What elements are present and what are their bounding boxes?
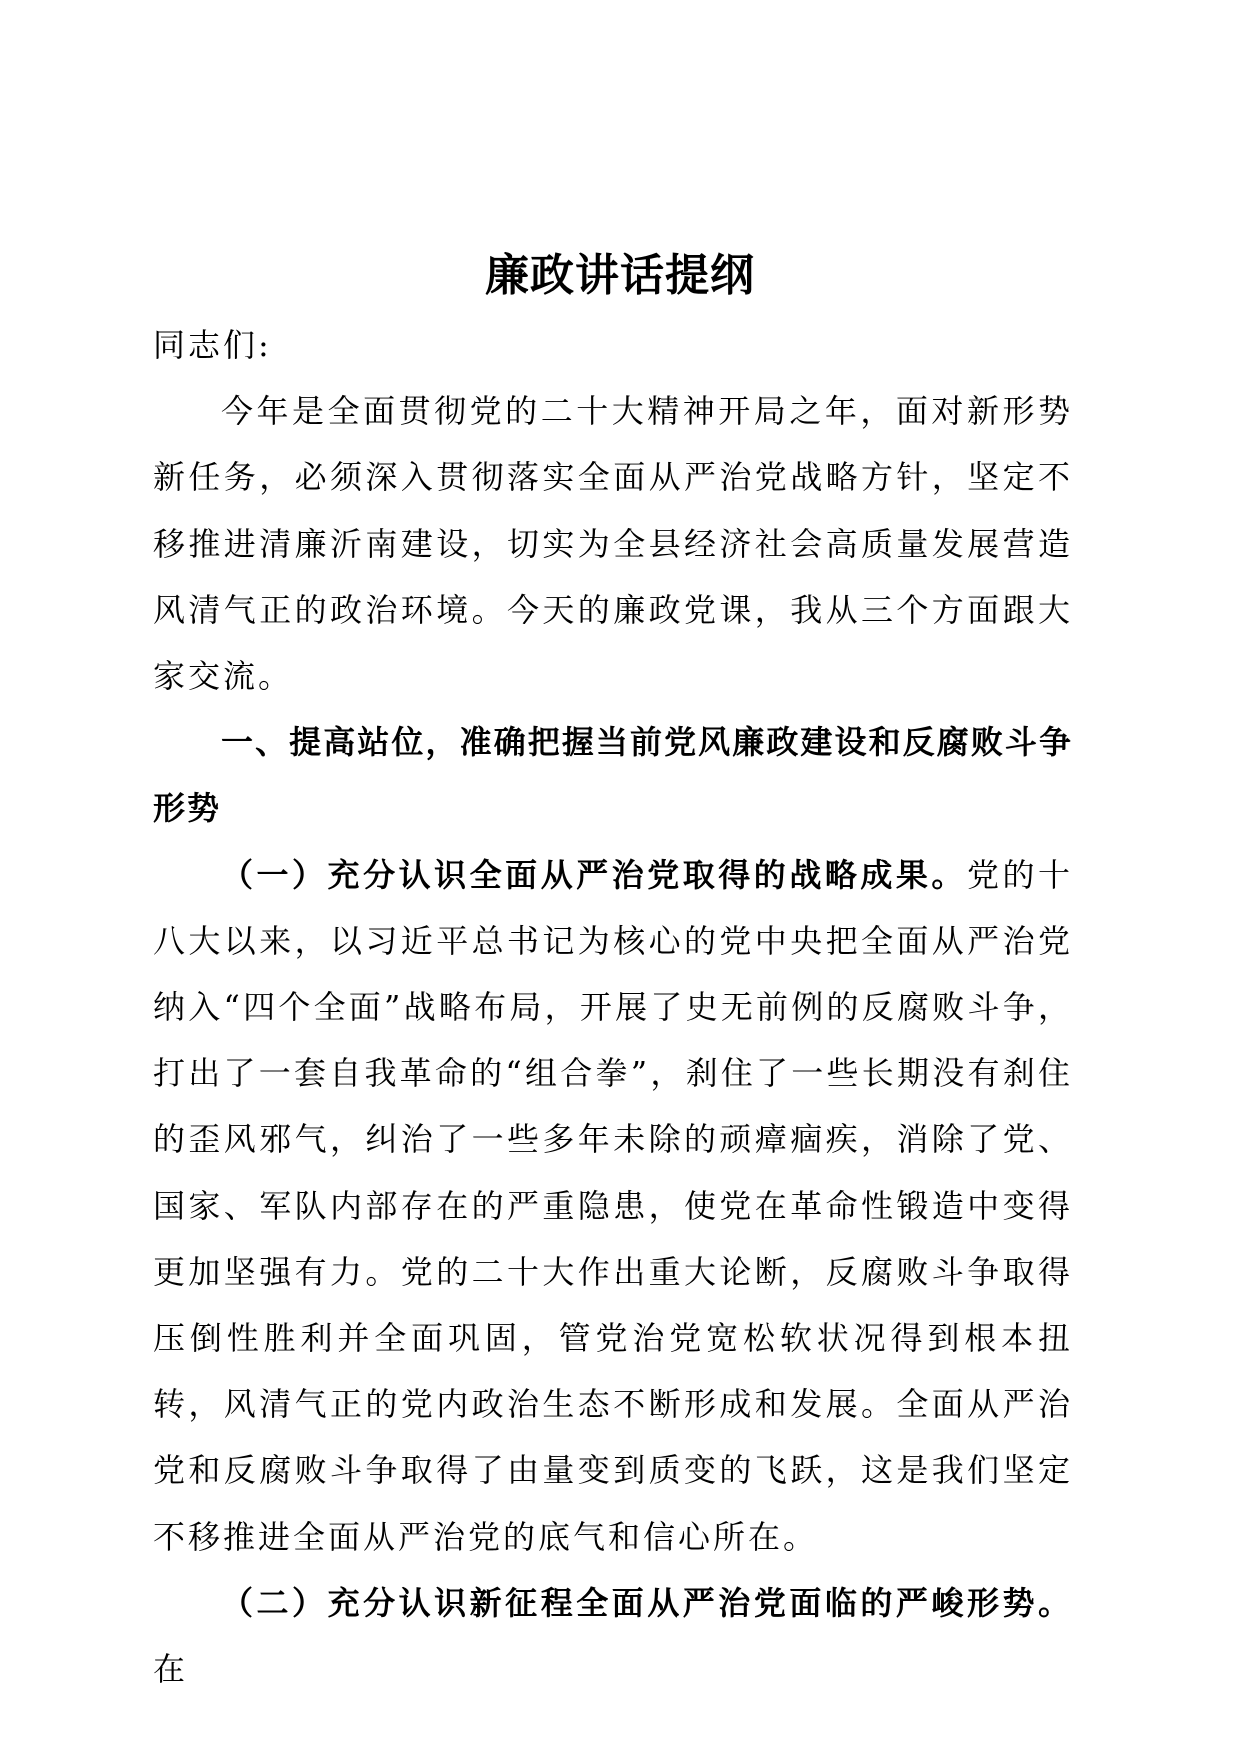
subsection-paragraph-2 [153,1570,1073,1702]
subsection-text-2: 在 [153,1650,189,1689]
subsection-text-1: 党的十八大以来，以习近平总书记为核心的党中央把全面从严治党纳入“四个全面”战略布局，开展了史无前例的反腐败斗争，打出了一套自我革命的“组合拳”，刹住了一些长期没有刹住的歪风邪气，纠治了一些多年未除的顽瘴痼疾，消除了党、国家、军队内部存在的严重隐患，使党在革命性锻造中变得更加坚强有力。党的二十大作出重大论断，反腐败斗争取得压倒性胜利并全面巩固，管党治党宽松软状况得到根本扭转，风清气正的党内政治生态不断形成和发展。全面从严治党和反腐败斗争取得了由量变到质变的飞跃，这是我们坚定不移推进全面从严治党的底气和信心所在。 [153,855,1073,1556]
document-title: 廉政讲话提纲 [485,250,755,301]
subsection-paragraph-1 [153,842,1073,1570]
intro-paragraph: 今年是全面贯彻党的二十大精神开局之年，面对新形势新任务，必须深入贯彻落实全面从严治党战略方针，坚定不移推进清廉沂南建设，切实为全县经济社会高质量发展营造风清气正的政治环境。今天的廉政党课，我从三个方面跟大家交流。 [153,392,1073,696]
document-body [153,312,1073,1702]
subsection-title-2: （二）充分认识新征程全面从严治党面临的严峻形势。 [221,1583,1073,1622]
greeting: 同志们: [153,326,272,364]
subsection-title-1: （一）充分认识全面从严治党取得的战略成果。 [221,855,967,894]
section-heading-1: 一、提高站位，准确把握当前党风廉政建设和反腐败斗争形势 [153,723,1073,828]
